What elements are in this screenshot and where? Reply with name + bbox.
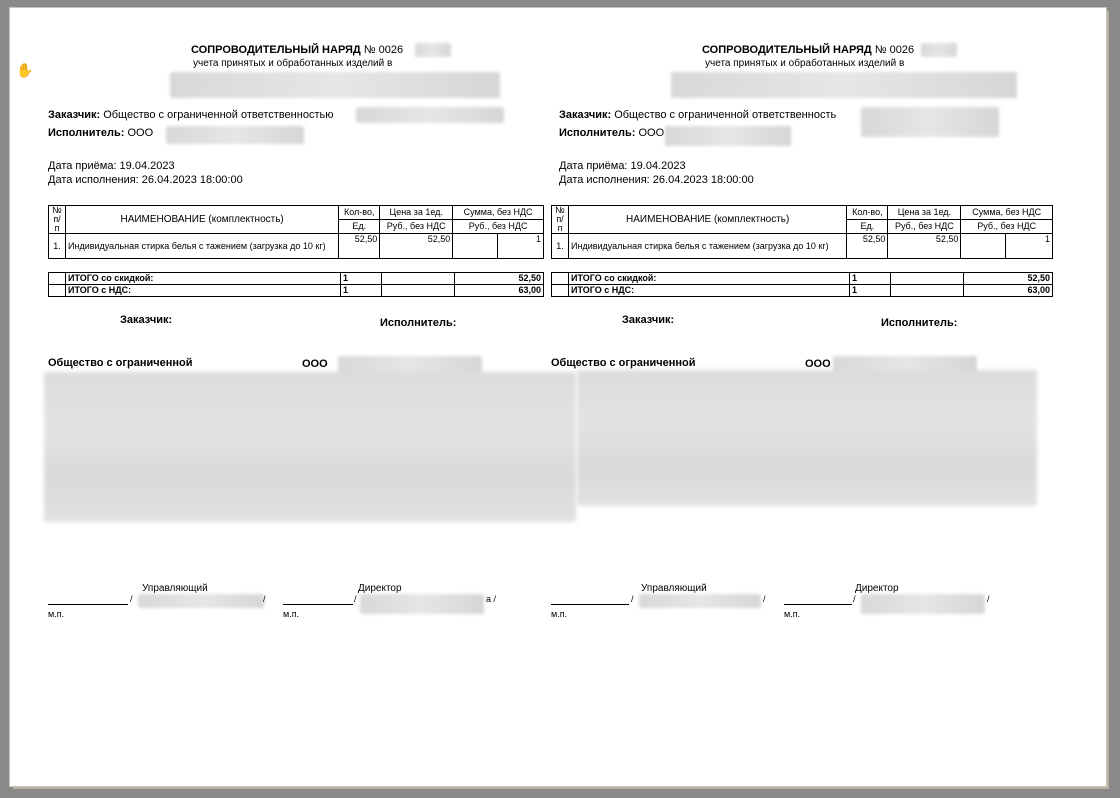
sign-executor-label: Исполнитель:	[380, 317, 457, 329]
col-price-unit: Руб., без НДС	[888, 220, 961, 234]
col-sum-header: Сумма, без НДС	[453, 206, 544, 220]
total-sum: 52,50	[964, 273, 1053, 285]
order-copy-left: СОПРОВОДИТЕЛЬНЫЙ НАРЯД № 0026 учета принятых и обработанных изделий в Заказчик: Общество с ограниченной ответственностью Исполнитель: ООО Дата приёма: 19.04.2023 Дата исполнения: 26.04.2023 18:00:00 № п/п НАИМЕНОВАНИЕ (комплектность) Кол-во, Цена за 1ед. Сумма, без НДС Ед. Руб., без НДС Руб., без НДС 1. Индивидуальная стирка белья с тажением (загрузка до 10 кг) 52,50 52,50 1 ИТОГО со скидкой: 1 52,50 ИТОГО с НДС: 1 63,00 Заказчик: Исполнитель: Общество с ограниченной ООО Управляющий / / м.п. Директор / а / м.п.	[48, 8, 548, 708]
totals-table	[551, 272, 1053, 297]
executor-line: Исполнитель: ООО	[48, 127, 154, 139]
col-num-header: № п/п	[49, 206, 66, 234]
table-row	[552, 273, 1053, 285]
total-label: ИТОГО со скидкой:	[569, 273, 850, 285]
sign-customer-label: Заказчик:	[120, 314, 173, 326]
redacted-block	[861, 107, 999, 137]
redacted-block	[166, 126, 304, 144]
sign-customer-label: Заказчик:	[622, 314, 675, 326]
col-name-header: НАИМЕНОВАНИЕ (комплектность)	[66, 206, 339, 234]
executor-line: Исполнитель: ООО	[559, 127, 665, 139]
mp-label: м.п.	[551, 609, 568, 619]
table-row	[552, 285, 1053, 297]
mp-label: м.п.	[48, 609, 65, 619]
col-sum-header: Сумма, без НДС	[961, 206, 1053, 220]
total-sum: 52,50	[455, 273, 544, 285]
col-qty-header: Кол-во,	[847, 206, 888, 220]
redacted-block	[170, 72, 500, 98]
total-label: ИТОГО с НДС:	[569, 285, 850, 297]
redacted-block	[921, 43, 957, 57]
doc-subtitle: учета принятых и обработанных изделий в	[193, 58, 393, 69]
total-label: ИТОГО с НДС:	[66, 285, 341, 297]
col-price-header: Цена за 1ед.	[380, 206, 453, 220]
redacted-block	[665, 126, 791, 146]
mp-label: м.п.	[283, 609, 300, 619]
item-price: 52,50	[888, 234, 961, 259]
sign-executor-org: ООО	[302, 358, 328, 370]
total-qty: 1	[341, 285, 382, 297]
customer-line: Заказчик: Общество с ограниченной ответственностью	[48, 109, 334, 121]
item-num: 1.	[552, 234, 569, 259]
redacted-block	[639, 594, 761, 608]
mp-label: м.п.	[784, 609, 801, 619]
total-qty: 1	[850, 285, 891, 297]
director-label: Директор	[855, 583, 899, 594]
item-name: Индивидуальная стирка белья с тажением (загрузка до 10 кг)	[569, 234, 847, 259]
order-copy-right: СОПРОВОДИТЕЛЬНЫЙ НАРЯД № 0026 учета принятых и обработанных изделий в Заказчик: Общество с ограниченной ответственность Исполнитель: ООО Дата приёма: 19.04.2023 Дата исполнения: 26.04.2023 18:00:00 № п/п НАИМЕНОВАНИЕ (комплектность) Кол-во, Цена за 1ед. Сумма, без НДС Ед. Руб., без НДС Руб., без НДС 1. Индивидуальная стирка белья с тажением (загрузка до 10 кг) 52,50 52,50 1 ИТОГО со скидкой: 1 52,50 ИТОГО с НДС: 1 63,00 Заказчик: Исполнитель: Общество с ограниченной ООО Управляющий / / м.п. Директор / / м.п.	[559, 8, 1059, 708]
redacted-block	[44, 372, 576, 522]
doc-title: СОПРОВОДИТЕЛЬНЫЙ НАРЯД № 0026	[702, 44, 915, 56]
date-received: Дата приёма: 19.04.2023	[559, 160, 686, 172]
doc-title: СОПРОВОДИТЕЛЬНЫЙ НАРЯД № 0026	[191, 44, 404, 56]
item-price: 52,50	[380, 234, 453, 259]
document-page	[10, 8, 1106, 786]
redacted-block	[671, 72, 1017, 98]
item-qty: 52,50	[847, 234, 888, 259]
redacted-block	[356, 107, 504, 123]
redacted-block	[415, 43, 451, 57]
item-qty: 52,50	[339, 234, 380, 259]
sign-executor-label: Исполнитель:	[881, 317, 958, 329]
customer-line: Заказчик: Общество с ограниченной ответственность	[559, 109, 837, 121]
col-sum-unit: Руб., без НДС	[453, 220, 544, 234]
items-table	[48, 205, 544, 259]
col-name-header: НАИМЕНОВАНИЕ (комплектность)	[569, 206, 847, 234]
sign-customer-org: Общество с ограниченной	[551, 357, 696, 369]
redacted-block	[360, 594, 484, 614]
item-sum: 1	[1006, 234, 1053, 259]
redacted-block	[861, 594, 985, 614]
total-sum: 63,00	[455, 285, 544, 297]
total-qty: 1	[850, 273, 891, 285]
date-done: Дата исполнения: 26.04.2023 18:00:00	[559, 174, 754, 186]
redacted-block	[577, 370, 1037, 506]
date-done: Дата исполнения: 26.04.2023 18:00:00	[48, 174, 243, 186]
manager-label: Управляющий	[641, 583, 707, 594]
table-row	[49, 234, 544, 259]
table-row	[552, 234, 1053, 259]
col-qty-unit: Ед.	[847, 220, 888, 234]
table-row	[49, 273, 544, 285]
total-sum: 63,00	[964, 285, 1053, 297]
items-table	[551, 205, 1053, 259]
total-qty: 1	[341, 273, 382, 285]
col-qty-header: Кол-во,	[339, 206, 380, 220]
col-sum-unit: Руб., без НДС	[961, 220, 1053, 234]
redacted-block	[138, 594, 264, 608]
item-num: 1.	[49, 234, 66, 259]
item-name: Индивидуальная стирка белья с тажением (загрузка до 10 кг)	[66, 234, 339, 259]
sign-executor-org: ООО	[805, 358, 831, 370]
manager-label: Управляющий	[142, 583, 208, 594]
table-row	[49, 285, 544, 297]
director-label: Директор	[358, 583, 402, 594]
col-num-header: № п/п	[552, 206, 569, 234]
item-sum: 1	[498, 234, 544, 259]
total-label: ИТОГО со скидкой:	[66, 273, 341, 285]
date-received: Дата приёма: 19.04.2023	[48, 160, 175, 172]
col-price-header: Цена за 1ед.	[888, 206, 961, 220]
sign-customer-org: Общество с ограниченной	[48, 357, 193, 369]
col-price-unit: Руб., без НДС	[380, 220, 453, 234]
hand-cursor-icon: ✋	[16, 62, 34, 78]
col-qty-unit: Ед.	[339, 220, 380, 234]
totals-table	[48, 272, 544, 297]
doc-subtitle: учета принятых и обработанных изделий в	[705, 58, 905, 69]
